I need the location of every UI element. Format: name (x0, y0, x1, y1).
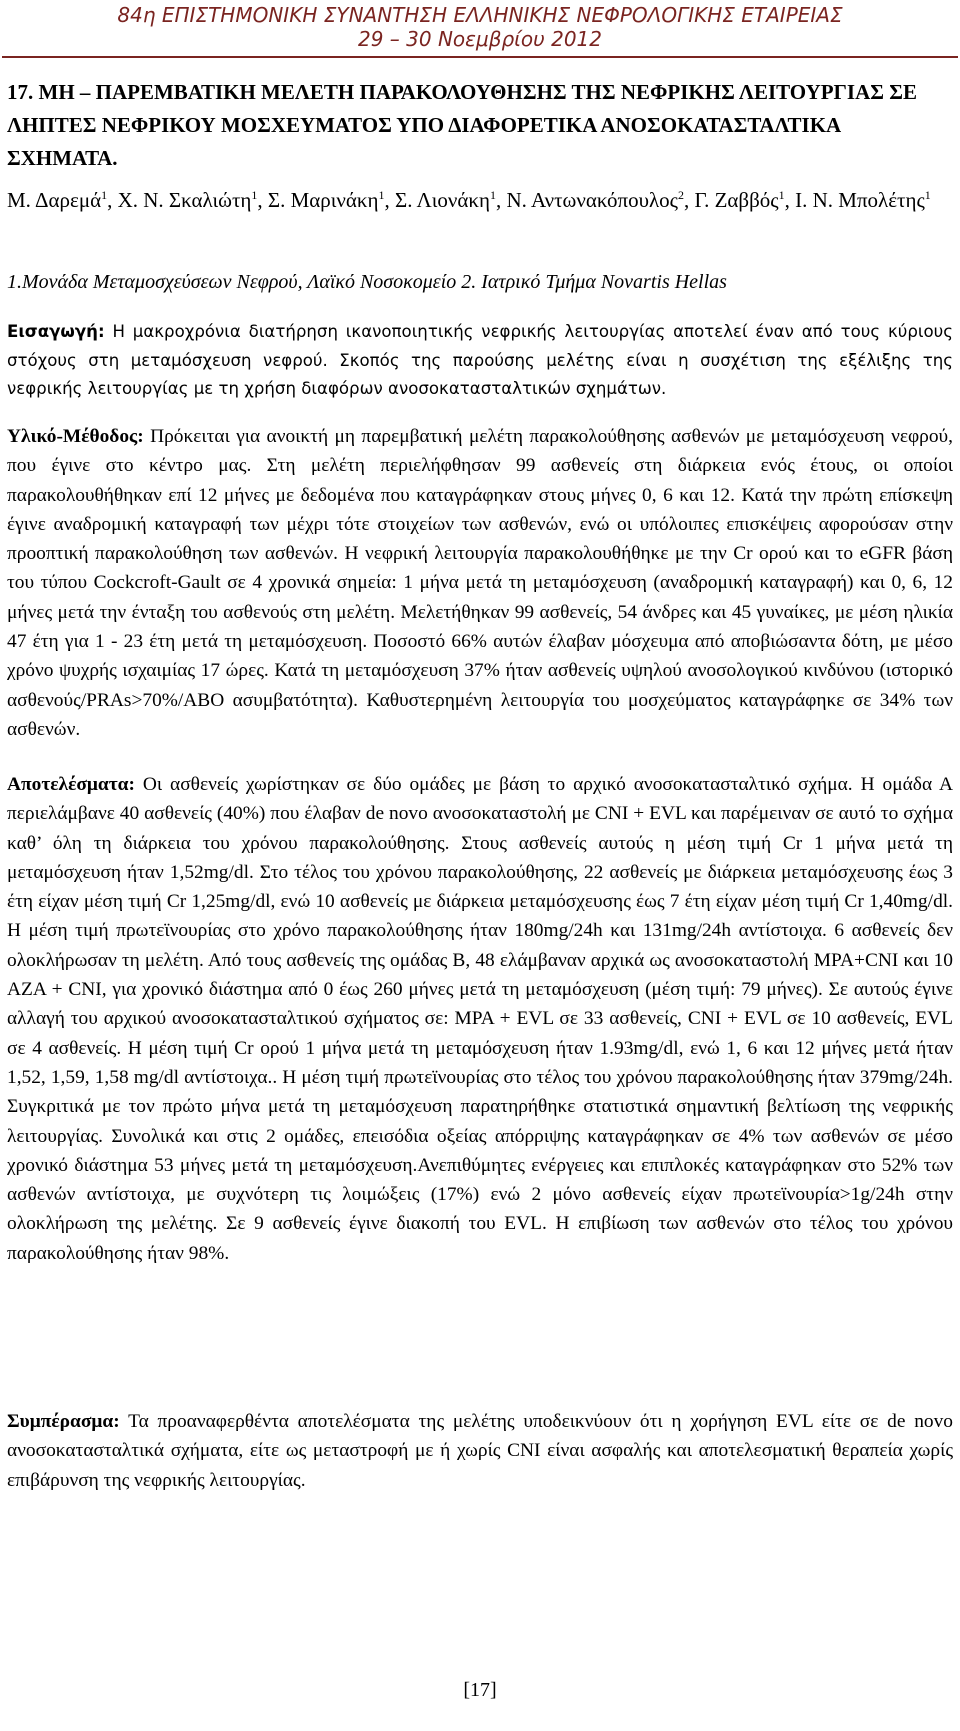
section-label: Συμπέρασμα: (7, 1411, 120, 1432)
section-label: Υλικό-Μέθοδος: (7, 426, 144, 447)
section-label: Εισαγωγή: (7, 322, 105, 341)
header-divider (2, 56, 958, 58)
author: Σ. Μαρινάκη$^1$, (267, 188, 395, 212)
author: Γ. Ζαββός$^1$, (694, 188, 796, 212)
section-body: Η μακροχρόνια διατήρηση ικανοποιητικής νεφρικής λειτουργίας αποτελεί έναν από τους κύριους στόχους στη μεταμόσχευση νεφρού. Σκοπός της παρούσης μελέτης είναι η συσχέτιση της εξέλιξης της νεφρικής λειτουργίας με τη χρήση διαφόρων ανοσοκατασταλτικών σχημάτων. (7, 322, 953, 398)
author-list (7, 184, 953, 217)
section-body: Τα προαναφερθέντα αποτελέσματα της μελέτης υποδεικνύουν ότι η χορήγηση EVL είτε σε de novo ανοσοκατασταλτικά σχήματα, είτε ως μεταστροφή με ή χωρίς CNI είναι ασφαλής και αποτελεσματική θεραπεία χωρίς επιβάρυνση της νεφρικής λειτουργίας. (7, 1411, 953, 1491)
author: Ν. Αντωνακόπουλος$^2$, (506, 188, 695, 212)
section-conclusion (7, 1407, 953, 1495)
section-label: Αποτελέσματα: (7, 774, 135, 795)
section-introduction (7, 318, 953, 404)
section-body: Πρόκειται για ανοικτή μη παρεμβατική μελέτη παρακολούθησης ασθενών με μεταμόσχευση νεφρού, που έγινε στο κέντρο μας. Στη μελέτη περιελήφθησαν 99 ασθενείς στη διάρκεια ενός έτους, οι οποίοι παρακολουθήθηκαν επί 12 μήνες με δεδομένα που καταγράφηκαν στους μήνες 0, 6 και 12. Κατά την πρώτη επίσκεψη έγινε αναδρομική καταγραφή των μέχρι τότε στοιχείων των ασθενών, ενώ οι υπόλοιπες επισκέψεις αφορούσαν στην προοπτική παρακολούθηση των ασθενών. Η νεφρική λειτουργία παρακολουθήθηκε με την Cr ορού και το eGFR βάση του τύπου Cockcroft-Gault σε 4 χρονικά σημεία: 1 μήνα μετά τη μεταμόσχευση (αναδρομική καταγραφή) και 0, 6, 12 μήνες μετά την ένταξη του ασθενούς στη μελέτη. Μελετήθηκαν 99 ασθενείς, 54 άνδρες και 45 γυναίκες, με μέση ηλικία 47 έτη για 1 - 23 έτη μετά τη μεταμόσχευση. Ποσοστό 66% αυτών έλαβαν μόσχευμα από αποβιώσαντα δότη, με μέσο χρόνο ψυχρής ισχαιμίας 17 ώρες. Κατά τη μεταμόσχευση 37% ήταν ασθενείς υψηλού ανοσολογικού κινδύνου (ιστορικό ασθενούς/PRAs>70%/ABO ασυμβατότητα). Καθυστερημένη λειτουργία του μοσχεύματος καταγράφηκε σε 34% των ασθενών. (7, 426, 953, 740)
conference-header: 84η ΕΠΙΣΤΗΜΟΝΙΚΗ ΣΥΝΑΝΤΗΣΗ ΕΛΛΗΝΙΚΗΣ ΝΕΦΡΟΛΟΓΙΚΗΣ ΕΤΑΙΡΕΙΑΣ (117, 3, 843, 27)
section-body: Οι ασθενείς χωρίστηκαν σε δύο ομάδες με βάση το αρχικό ανοσοκατασταλτικό σχήμα. Η ομάδα Α περιελάμβανε 40 ασθενείς (40%) που έλαβαν de novo ανοσοκαταστολή με CNI + EVL και παρέμειναν σε αυτό το σχήμα καθ’ όλη τη διάρκεια του χρόνου παρακολούθησης. Στους ασθενείς αυτούς η μέση τιμή Cr 1 μήνα μετά τη μεταμόσχευση ήταν 1,52mg/dl. Στο τέλος του χρόνου παρακολούθησης, 22 ασθενείς με διάρκεια μεταμόσχευσης έως 3 έτη είχαν μέση τιμή Cr 1,25mg/dl, ενώ 10 ασθενείς με διάρκεια μεταμόσχευσης έως 7 έτη είχαν μέση τιμή Cr 1,40mg/dl. Η μέση τιμή πρωτεϊνουρίας στο χρόνο παρακολούθησης ήταν 180mg/24h και 131mg/24h αντίστοιχα. 6 ασθενείς δεν ολοκλήρωσαν τη μελέτη. Από τους ασθενείς της ομάδας Β, 48 ελάμβαναν αρχικά ως ανοσοκαταστολή MPA+CNI και 10 AZA + CNI, για χρονικό διάστημα από 0 έως 260 μήνες μετά τη μεταμόσχευση (μέση τιμή: 79 μήνες). Σε αυτούς έγινε αλλαγή του αρχικού ανοσοκατασταλτικού σχήματος σε: MPA + EVL σε 33 ασθενείς, CNI + EVL σε 10 ασθενείς, EVL σε 4 ασθενείς. Η μέση τιμή Cr ορού 1 μήνα μετά τη μεταμόσχευση ήταν 1.93mg/dl, ενώ 1, 6 και 12 μήνες μετά ήταν 1,52, 1,59, 1,58 mg/dl αντίστοιχα.. Η μέση τιμή πρωτεϊνουρίας στο τέλος του χρόνου παρακολούθησης ήταν 379mg/24h. Συγκριτικά με τον πρώτο μήνα μετά τη μεταμόσχευση παρατηρήθηκε στατιστικά σημαντική βελτίωση της νεφρικής λειτουργίας. Συνολικά και στις 2 ομάδες, επεισόδια οξείας απόρριψης καταγράφηκαν σε 4% των ασθενών σε μέσο χρονικό διάστημα 53 μήνες μετά τη μεταμόσχευση.Ανεπιθύμητες ενέργειες και επιπλοκές καταγράφηκαν στο 52% των ασθενών αντίστοιχα, με συχνότερη τις λοιμώξεις (17%) ενώ 2 μόνο ασθενείς είχαν πρωτεϊνουρία>1g/24h στην ολοκλήρωση της μελέτης. Σε 9 ασθενείς έγινε διακοπή του EVL. Η επιβίωση των ασθενών στο τέλος του χρόνου παρακολούθησης ήταν 98%. (7, 774, 953, 1264)
author: Μ. Δαρεμά$^1$, (7, 188, 118, 212)
section-methods (7, 422, 953, 744)
page-number: [17] (463, 1679, 497, 1701)
section-results (7, 770, 953, 1268)
affiliations: 1.Μονάδα Μεταμοσχεύσεων Νεφρού, Λαϊκό Νοσοκομείο 2. Ιατρικό Τμήμα Novartis Hellas (7, 271, 727, 293)
author: Σ. Λιονάκη$^1$, (394, 188, 507, 212)
author: Χ. Ν. Σκαλιώτη$^1$, (117, 188, 268, 212)
conference-dates: 29 – 30 Νοεμβρίου 2012 (358, 27, 602, 51)
author: Ι. Ν. Μπολέτης$^1$ (795, 188, 931, 212)
abstract-title: 17. ΜΗ – ΠΑΡΕΜΒΑΤΙΚΗ ΜΕΛΕΤΗ ΠΑΡΑΚΟΛΟΥΘΗΣΗΣ ΤΗΣ ΝΕΦΡΙΚΗΣ ΛΕΙΤΟΥΡΓΙΑΣ ΣΕ ΛΗΠΤΕΣ ΝΕΦΡΙΚΟΥ ΜΟΣΧΕΥΜΑΤΟΣ ΥΠΟ ΔΙΑΦΟΡΕΤΙΚΑ ΑΝΟΣΟΚΑΤΑΣΤΑΛΤΙΚΑ ΣΧΗΜΑΤΑ. (7, 80, 917, 170)
